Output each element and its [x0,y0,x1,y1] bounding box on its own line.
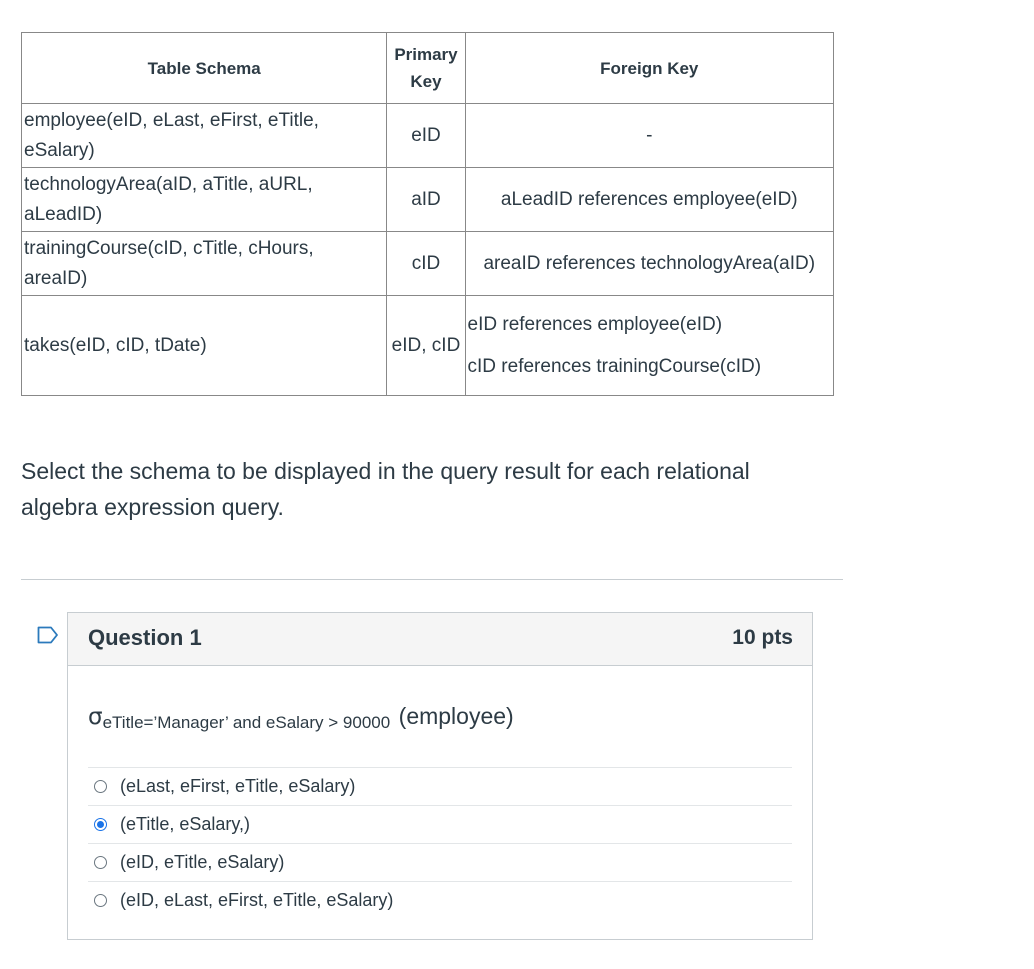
foreign-key-cell: - [465,104,833,168]
table-row [22,296,834,396]
radio-button[interactable] [94,856,107,869]
header-foreign-key: Foreign Key [465,33,833,104]
header-table-schema: Table Schema [22,33,387,104]
schema-table-header-row [22,33,834,104]
schema-cell: takes(eID, cID, tDate) [22,296,387,396]
radio-button-selected[interactable] [94,818,107,831]
foreign-key-line: cID references trainingCourse(cID) [467,355,762,377]
header-primary-key: Primary Key [387,33,465,104]
primary-key-cell: cID [387,232,465,296]
schema-cell: employee(eID, eLast, eFirst, eTitle, eSalary) [22,104,387,168]
foreign-key-cell: aLeadID references employee(eID) [465,168,833,232]
radio-button[interactable] [94,894,107,907]
relational-algebra-expression [88,703,514,730]
question-header [68,613,812,666]
relation-name: (employee) [398,703,514,729]
answer-option[interactable] [88,882,792,919]
instructions-text: Select the schema to be displayed in the query result for each relational algebra expression query. [21,458,750,520]
foreign-key-line: eID references employee(eID) [467,313,723,335]
radio-button[interactable] [94,780,107,793]
answer-list [88,767,792,919]
primary-key-cell: eID, cID [387,296,465,396]
selection-operator: σ [88,704,103,730]
foreign-key-cell: areaID references technologyArea(aID) [465,232,833,296]
answer-option[interactable] [88,844,792,882]
question-title: Question 1 [88,625,202,650]
foreign-key-cell [465,296,833,396]
table-row [22,168,834,232]
schema-cell: technologyArea(aID, aTitle, aURL, aLeadID) [22,168,387,232]
answer-label[interactable]: (eID, eLast, eFirst, eTitle, eSalary) [120,890,394,910]
bookmark-flag-icon[interactable] [37,626,59,644]
answer-option[interactable] [88,806,792,844]
schema-table [21,32,834,396]
question-points: 10 pts [732,626,793,649]
answer-option[interactable] [88,768,792,806]
section-divider [21,579,843,580]
primary-key-cell: aID [387,168,465,232]
question-card [67,612,813,940]
table-row [22,232,834,296]
answer-label[interactable]: (eLast, eFirst, eTitle, eSalary) [120,776,356,796]
primary-key-cell: eID [387,104,465,168]
answer-label[interactable]: (eID, eTitle, eSalary) [120,852,285,872]
table-row [22,104,834,168]
schema-cell: trainingCourse(cID, cTitle, cHours, areaID) [22,232,387,296]
selection-condition: eTitle=’Manager’ and eSalary > 90000 [102,713,391,732]
answer-label[interactable]: (eTitle, eSalary,) [120,814,251,834]
